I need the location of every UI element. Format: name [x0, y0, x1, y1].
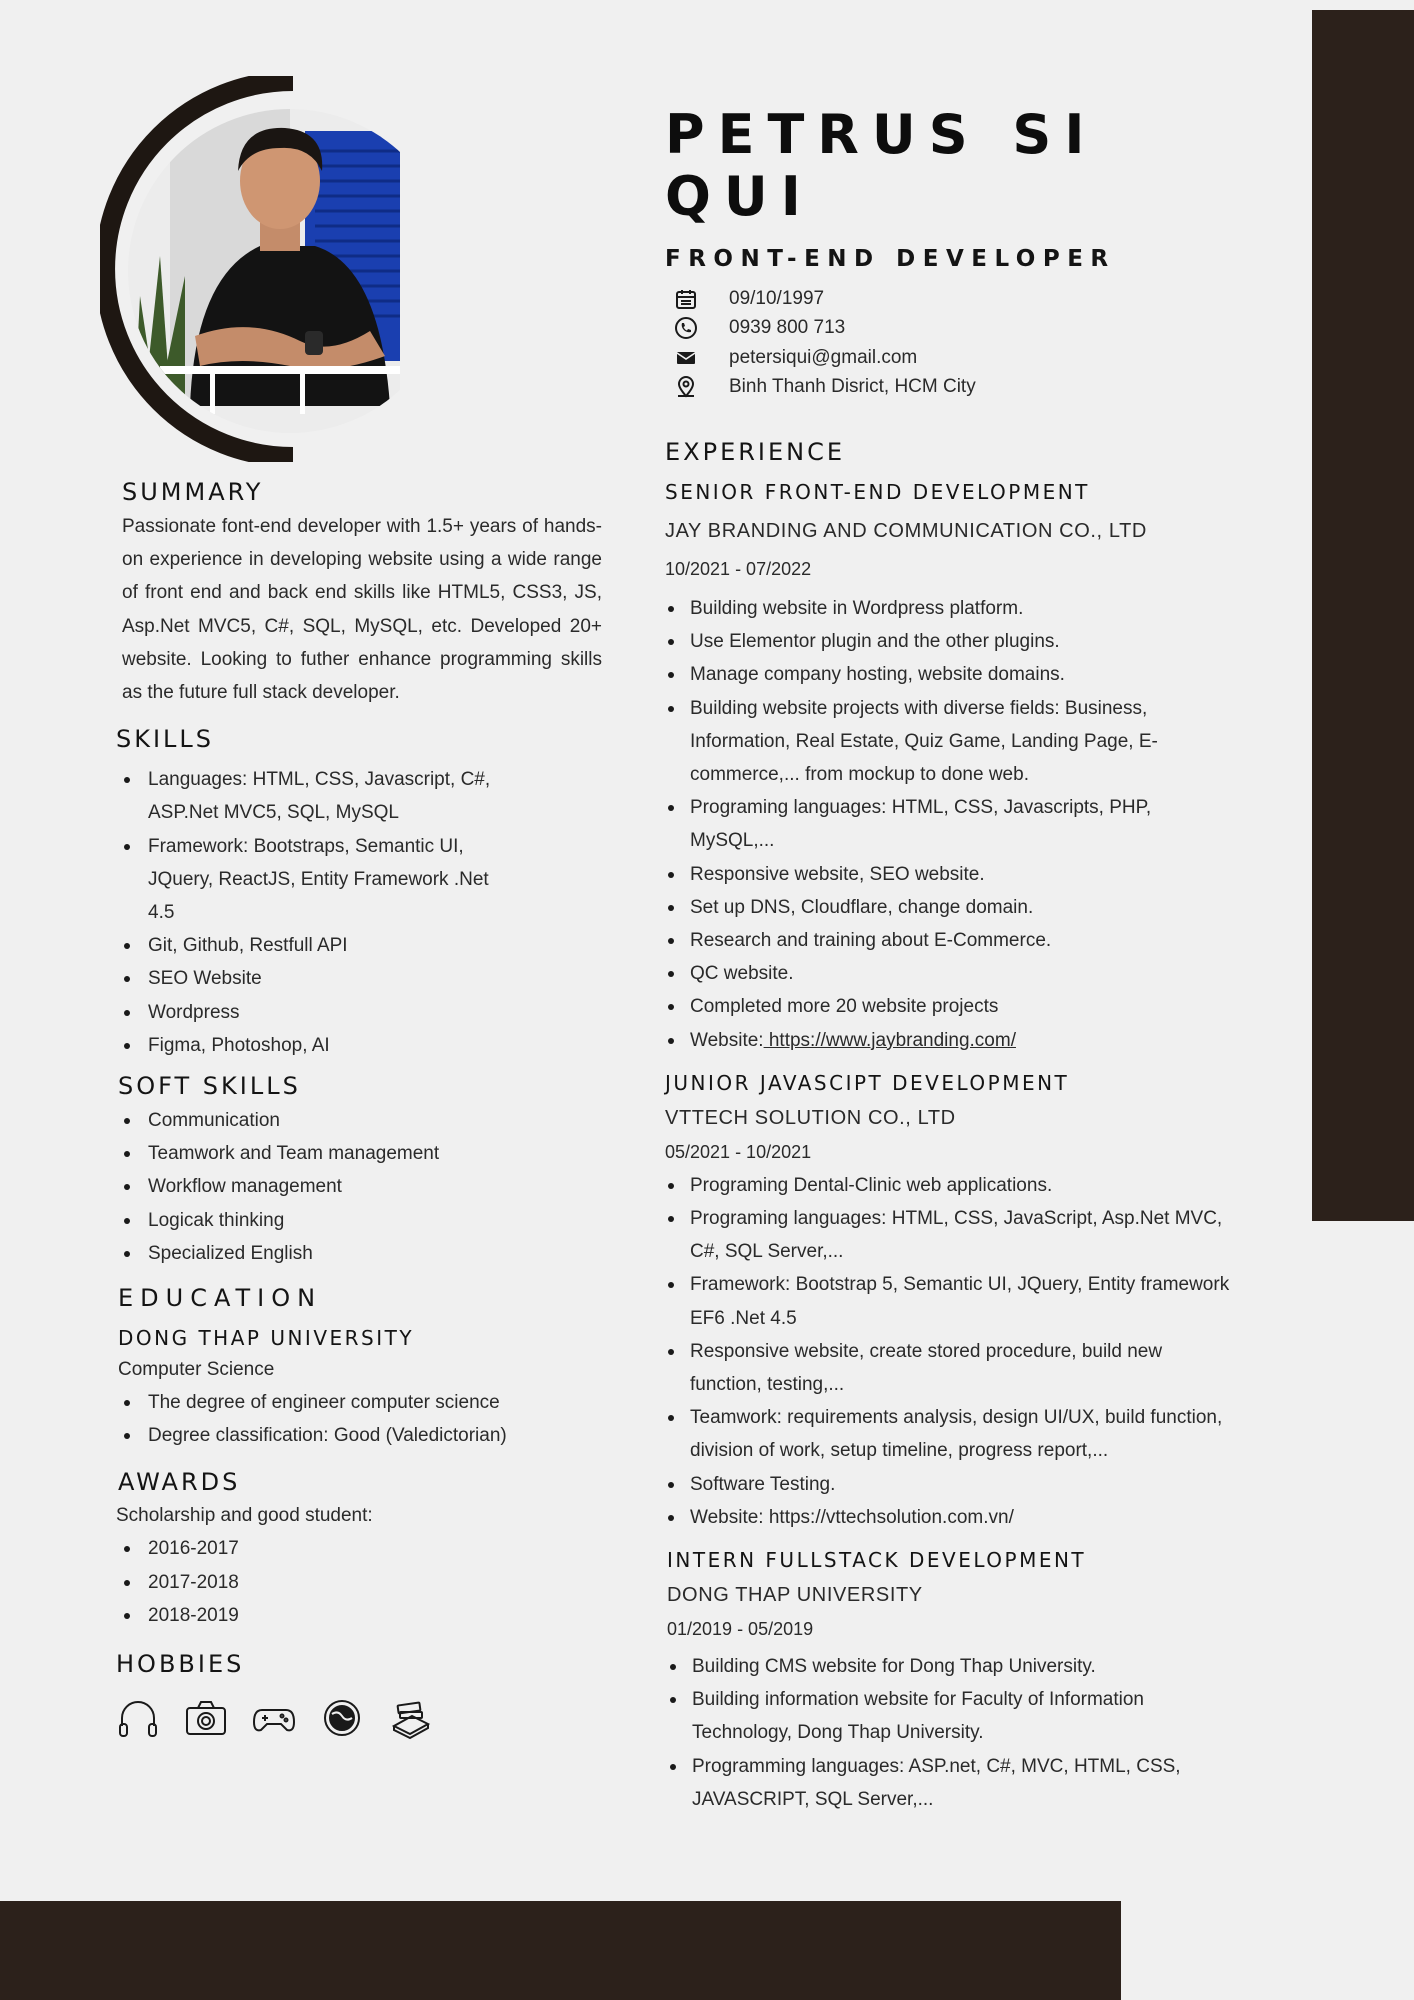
- hobbies-icons: [116, 1696, 602, 1740]
- contact-address: [665, 373, 1235, 403]
- list-item: The degree of engineer computer science: [116, 1386, 602, 1419]
- contact-email: [665, 343, 1235, 373]
- phone-icon: [665, 316, 715, 340]
- list-item: Programing Dental-Clinic web applications.: [665, 1169, 1233, 1202]
- job-entry: [665, 480, 1235, 1057]
- list-item: 2016-2017: [116, 1532, 602, 1565]
- awards-intro: Scholarship and good student:: [116, 1505, 373, 1527]
- headphones-icon: [116, 1696, 160, 1740]
- address-text: Binh Thanh Disrict, HCM City: [729, 376, 976, 398]
- list-item: 2018-2019: [116, 1599, 602, 1632]
- list-item: Building website projects with diverse fields: Business, Information, Real Estate, Quiz Game, Landing Page, E-commerce,... from mockup to done web.: [665, 692, 1235, 792]
- soft-skills-title: SOFT SKILLS: [118, 1072, 301, 1101]
- list-item: Responsive website, SEO website.: [665, 858, 1235, 891]
- left-column: [116, 478, 602, 1740]
- education-title: EDUCATION: [118, 1284, 323, 1313]
- summary-title: SUMMARY: [122, 478, 264, 506]
- awards-list: [116, 1532, 602, 1632]
- list-item: Completed more 20 website projects: [665, 990, 1235, 1023]
- list-item: Framework: Bootstrap 5, Semantic UI, JQuery, Entity framework EF6 .Net 4.5: [665, 1268, 1233, 1334]
- website-label: Website:: [690, 1029, 764, 1051]
- list-item: Building CMS website for Dong Thap University.: [667, 1650, 1235, 1683]
- gamepad-icon: [252, 1696, 296, 1740]
- list-item: Teamwork: requirements analysis, design UI/UX, build function, division of work, setup timeline, progress report,...: [665, 1401, 1233, 1467]
- list-item: Figma, Photoshop, AI: [116, 1029, 516, 1062]
- education-major: Computer Science: [118, 1359, 275, 1381]
- list-item: Teamwork and Team management: [116, 1137, 602, 1170]
- list-item: Programing languages: HTML, CSS, JavaScript, Asp.Net MVC, C#, SQL Server,...: [665, 1202, 1233, 1268]
- job-duties: [665, 592, 1235, 1057]
- contact-birthday: [665, 284, 1235, 314]
- list-item: Building information website for Faculty of Information Technology, Dong Thap University.: [667, 1683, 1235, 1749]
- website-link[interactable]: https://www.jaybranding.com/: [763, 1029, 1016, 1051]
- job-title: SENIOR FRONT-END DEVELOPMENT: [665, 480, 1090, 504]
- contact-phone: [665, 314, 1235, 344]
- job-company: DONG THAP UNIVERSITY: [667, 1584, 923, 1607]
- list-item: Workflow management: [116, 1170, 602, 1203]
- location-pin-icon: [665, 375, 715, 399]
- list-item: Website: https://vttechsolution.com.vn/: [665, 1501, 1233, 1534]
- books-icon: [388, 1696, 432, 1740]
- soft-skills-section: [116, 1072, 602, 1270]
- list-item: Set up DNS, Cloudflare, change domain.: [665, 891, 1235, 924]
- list-item: 2017-2018: [116, 1566, 602, 1599]
- skills-section: [116, 725, 602, 1062]
- birthday-text: 09/10/1997: [729, 287, 825, 309]
- list-item: Research and training about E-Commerce.: [665, 924, 1235, 957]
- summary-text: Passionate font-end developer with 1.5+ years of hands-on experience in developing website using a wide range of front end and back end skills like HTML5, CSS3, JS, Asp.Net MVC5, C#, SQL, MySQL, etc. Developed 20+ website. Looking to futher enhance programming skills as the future full stack developer.: [122, 516, 602, 704]
- skills-title: SKILLS: [116, 725, 215, 754]
- job-period: 01/2019 - 05/2019: [667, 1619, 814, 1640]
- decorative-bar-right: [1312, 10, 1414, 1221]
- list-item: Manage company hosting, website domains.: [665, 658, 1235, 691]
- education-list: [116, 1386, 602, 1452]
- hobbies-title: HOBBIES: [116, 1650, 245, 1679]
- job-title: INTERN FULLSTACK DEVELOPMENT: [667, 1548, 1087, 1573]
- list-item: SEO Website: [116, 962, 516, 995]
- job-duties: [667, 1650, 1235, 1816]
- list-item: Programming languages: ASP.net, C#, MVC, HTML, CSS, JAVASCRIPT, SQL Server,...: [667, 1750, 1235, 1816]
- calendar-icon: [665, 287, 715, 311]
- profile-photo: [100, 76, 400, 462]
- experience-title: EXPERIENCE: [665, 438, 846, 466]
- right-column: [665, 104, 1235, 1816]
- list-item: Wordpress: [116, 996, 516, 1029]
- list-item: Specialized English: [116, 1237, 602, 1270]
- summary-section: [116, 478, 602, 709]
- hobbies-section: [116, 1650, 602, 1740]
- job-company: VTTECH SOLUTION CO., LTD: [665, 1106, 956, 1129]
- list-item: Framework: Bootstraps, Semantic UI, JQuery, ReactJS, Entity Framework .Net 4.5: [116, 830, 516, 930]
- job-company: JAY BRANDING AND COMMUNICATION CO., LTD: [665, 520, 1147, 542]
- phone-text: 0939 800 713: [729, 317, 846, 339]
- candidate-role: FRONT-END DEVELOPER: [665, 246, 1116, 272]
- soft-skills-list: [116, 1104, 602, 1270]
- awards-title: AWARDS: [118, 1468, 241, 1497]
- job-entry: [667, 1548, 1235, 1816]
- job-duties: [665, 1169, 1233, 1534]
- job-entry: [665, 1071, 1235, 1534]
- job-period: 10/2021 - 07/2022: [665, 559, 812, 579]
- awards-section: [116, 1468, 602, 1632]
- list-item: Use Elementor plugin and the other plugins.: [665, 625, 1235, 658]
- contact-list: [665, 284, 1235, 402]
- job-title: JUNIOR JAVASCIPT DEVELOPMENT: [665, 1070, 1070, 1095]
- list-item: Communication: [116, 1104, 602, 1137]
- list-item: Programing languages: HTML, CSS, Javascripts, PHP, MySQL,...: [665, 791, 1235, 857]
- decorative-bar-bottom: [0, 1901, 1121, 2000]
- mail-icon: [665, 346, 715, 370]
- list-item: Software Testing.: [665, 1468, 1233, 1501]
- list-item: Degree classification: Good (Valedictorian): [116, 1419, 602, 1452]
- list-item: Git, Github, Restfull API: [116, 929, 516, 962]
- list-item: QC website.: [665, 957, 1235, 990]
- camera-icon: [184, 1696, 228, 1740]
- list-item: [665, 1024, 1235, 1057]
- email-text: petersiqui@gmail.com: [729, 346, 918, 368]
- list-item: Logicak thinking: [116, 1204, 602, 1237]
- education-school: DONG THAP UNIVERSITY: [118, 1326, 415, 1351]
- globe-icon: [320, 1696, 364, 1740]
- education-section: [116, 1284, 602, 1452]
- list-item: Building website in Wordpress platform.: [665, 592, 1235, 625]
- list-item: Languages: HTML, CSS, Javascript, C#, ASP.Net MVC5, SQL, MySQL: [116, 763, 516, 829]
- list-item: Responsive website, create stored procedure, build new function, testing,...: [665, 1335, 1233, 1401]
- candidate-name: PETRUS SI QUI: [665, 103, 1098, 228]
- job-period: 05/2021 - 10/2021: [665, 1141, 812, 1162]
- skills-list: [116, 763, 516, 1062]
